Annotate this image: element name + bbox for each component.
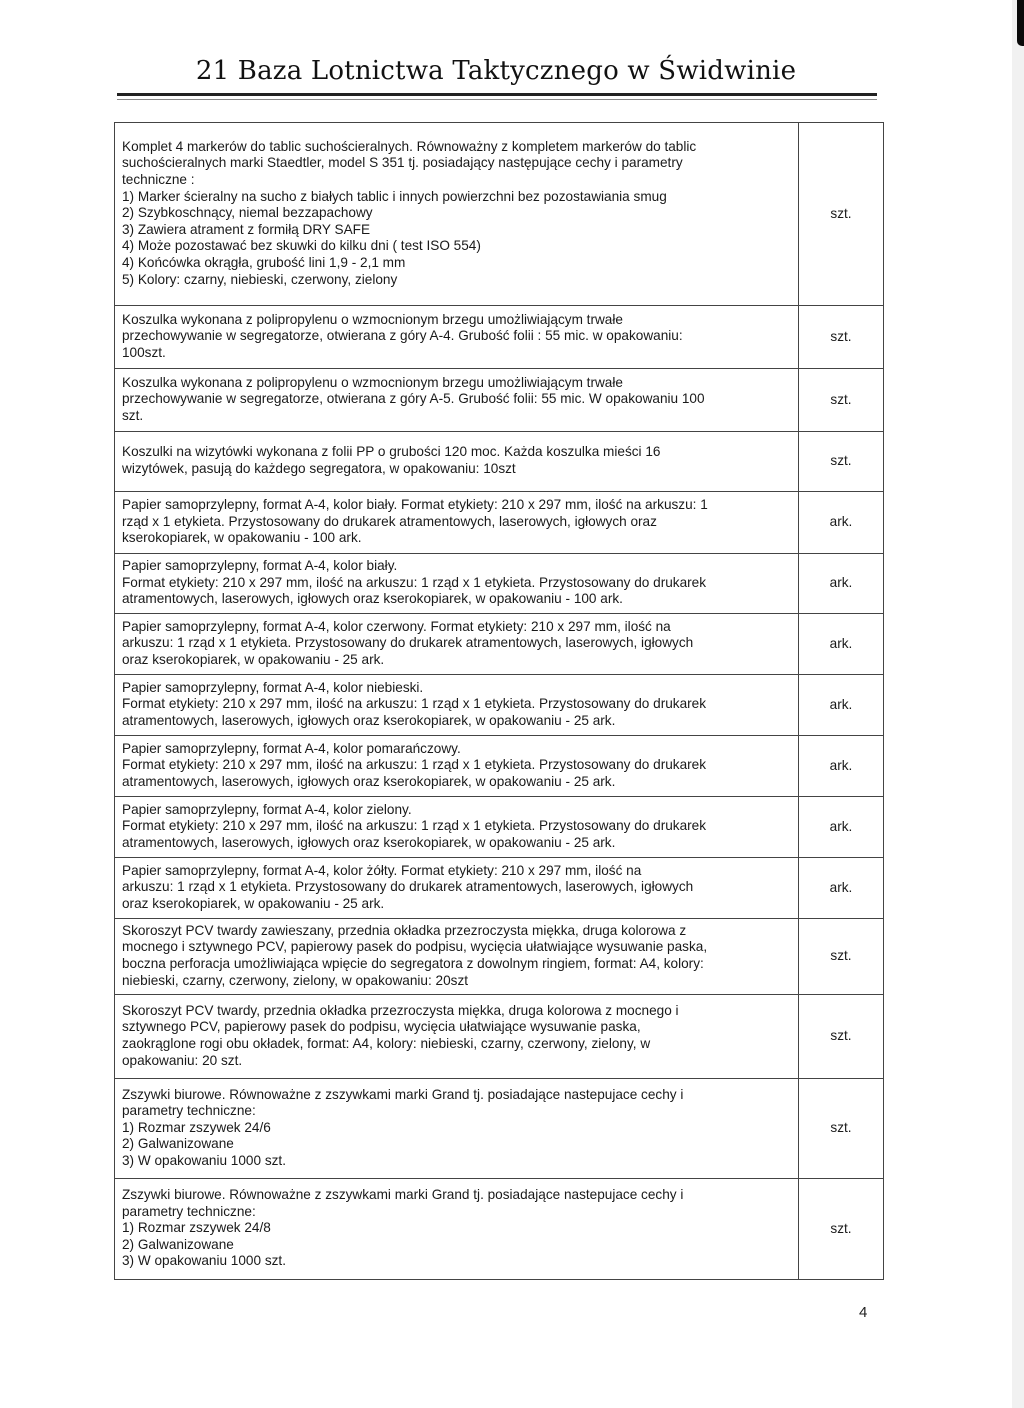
table-row [115,919,884,995]
table-row [115,123,884,306]
item-unit: szt. [799,1079,884,1179]
item-description: Papier samoprzylepny, format A-4, kolor czerwony. Format etykiety: 210 x 297 mm, ilość na arkuszu: 1 rząd x 1 etykieta. Przystosowany do drukarek atramentowych, laserowych, igłowych oraz kserokopiarek, w opakowaniu - 25 ark. [115,614,799,675]
item-description: Koszulka wykonana z polipropylenu o wzmocnionym brzegu umożliwiającym trwałe przechowywanie w segregatorze, otwierana z góry A-5. Grubość folii: 55 mic. W opakowaniu 100 szt. [115,369,799,432]
item-unit: szt. [799,432,884,492]
item-description: Papier samoprzylepny, format A-4, kolor niebieski. Format etykiety: 210 x 297 mm, ilość na arkuszu: 1 rząd x 1 etykieta. Przystosowany do drukarek atramentowych, laserowych, igłowych oraz kserokopiarek, w opakowaniu - 25 ark. [115,675,799,736]
title-rule [117,93,877,96]
item-description: Zszywki biurowe. Równoważne z zszywkami marki Grand tj. posiadające nastepujace cechy i parametry techniczne: 1) Rozmar zszywek 24/6 2) Galwanizowane 3) W opakowaniu 1000 szt. [115,1079,799,1179]
item-description: Koszulki na wizytówki wykonana z folii PP o grubości 120 moc. Każda koszulka mieści 16 wizytówek, pasują do każdego segregatora, w opakowaniu: 10szt [115,432,799,492]
table-row [115,858,884,919]
item-description: Skoroszyt PCV twardy, przednia okładka przezroczysta miękka, druga kolorowa z mocnego i sztywnego PCV, papierowy pasek do podpisu, wycięcia ułatwiające wysuwanie paska, zaokrąglone rogi obu okładek, format: A4, kolory: niebieski, czarny, czerwony, zielony, w opakowaniu: 20 szt. [115,995,799,1079]
table-row [115,1079,884,1179]
page-number: 4 [859,1304,868,1321]
item-unit: ark. [799,614,884,675]
item-unit: ark. [799,858,884,919]
item-unit: ark. [799,675,884,736]
table-row [115,554,884,614]
table-row [115,736,884,797]
scan-edge [1012,0,1024,1408]
item-description: Papier samoprzylepny, format A-4, kolor zielony. Format etykiety: 210 x 297 mm, ilość na arkuszu: 1 rząd x 1 etykieta. Przystosowany do drukarek atramentowych, laserowych, igłowych oraz kserokopiarek, w opakowaniu - 25 ark. [115,797,799,858]
item-description: Skoroszyt PCV twardy zawieszany, przednia okładka przezroczysta miękka, druga kolorowa z mocnego i sztywnego PCV, papierowy pasek do podpisu, wycięcia ułatwiające wysuwanie paska, boczna perforacja umożliwiająca wpięcie do segregatora z dowolnym ringiem, format: A4, kolory: niebieski, czarny, czerwony, zielony, w opakowaniu: 20szt [115,919,799,995]
item-description: Papier samoprzylepny, format A-4, kolor żółty. Format etykiety: 210 x 297 mm, ilość na arkuszu: 1 rząd x 1 etykieta. Przystosowany do drukarek atramentowych, laserowych, igłowych oraz kserokopiarek, w opakowaniu - 25 ark. [115,858,799,919]
table-row [115,1179,884,1280]
item-description: Papier samoprzylepny, format A-4, kolor pomarańczowy. Format etykiety: 210 x 297 mm, ilość na arkuszu: 1 rząd x 1 etykieta. Przystosowany do drukarek atramentowych, laserowych, igłowych oraz kserokopiarek, w opakowaniu - 25 ark. [115,736,799,797]
item-unit: szt. [799,1179,884,1280]
table-row [115,306,884,369]
item-unit: szt. [799,306,884,369]
page-title: 21 Baza Lotnictwa Taktycznego w Świdwinie [195,56,797,86]
table-row [115,614,884,675]
item-description: Papier samoprzylepny, format A-4, kolor biały. Format etykiety: 210 x 297 mm, ilość na arkuszu: 1 rząd x 1 etykieta. Przystosowany do drukarek atramentowych, laserowych, igłowych oraz kserokopiarek, w opakowaniu - 100 ark. [115,554,799,614]
table-row [115,995,884,1079]
items-table-body [115,123,884,1280]
item-unit: szt. [799,123,884,306]
table-row [115,369,884,432]
table-row [115,492,884,554]
title-rule-thin [117,99,877,100]
item-unit: ark. [799,554,884,614]
table-row [115,675,884,736]
item-unit: ark. [799,492,884,554]
scan-mark [1017,0,1024,46]
item-description: Papier samoprzylepny, format A-4, kolor biały. Format etykiety: 210 x 297 mm, ilość na arkuszu: 1 rząd x 1 etykieta. Przystosowany do drukarek atramentowych, laserowych, igłowych oraz kserokopiarek, w opakowaniu - 100 ark. [115,492,799,554]
item-unit: ark. [799,797,884,858]
table-row [115,797,884,858]
item-description: Komplet 4 markerów do tablic suchościeralnych. Równoważny z kompletem markerów do tablic suchościeralnych marki Staedtler, model S 351 tj. posiadający następujące cechy i parametry techniczne : 1) Marker ścieralny na sucho z białych tablic i innych powierzchni bez pozostawiania smug 2) Szybkoschnący, niemal bezzapachowy 3) Zawiera atrament z formiłą DRY SAFE 4) Może pozostawać bez skuwki do kilku dni ( test ISO 554) 4) Końcówka okrągła, grubość lini 1,9 - 2,1 mm 5) Kolory: czarny, niebieski, czerwony, zielony [115,123,799,306]
item-unit: ark. [799,736,884,797]
items-table [114,122,884,1280]
item-unit: szt. [799,369,884,432]
item-description: Zszywki biurowe. Równoważne z zszywkami marki Grand tj. posiadające nastepujace cechy i parametry techniczne: 1) Rozmar zszywek 24/8 2) Galwanizowane 3) W opakowaniu 1000 szt. [115,1179,799,1280]
item-description: Koszulka wykonana z polipropylenu o wzmocnionym brzegu umożliwiającym trwałe przechowywanie w segregatorze, otwierana z góry A-4. Grubość folii : 55 mic. w opakowaniu: 100szt. [115,306,799,369]
item-unit: szt. [799,995,884,1079]
item-unit: szt. [799,919,884,995]
table-row [115,432,884,492]
